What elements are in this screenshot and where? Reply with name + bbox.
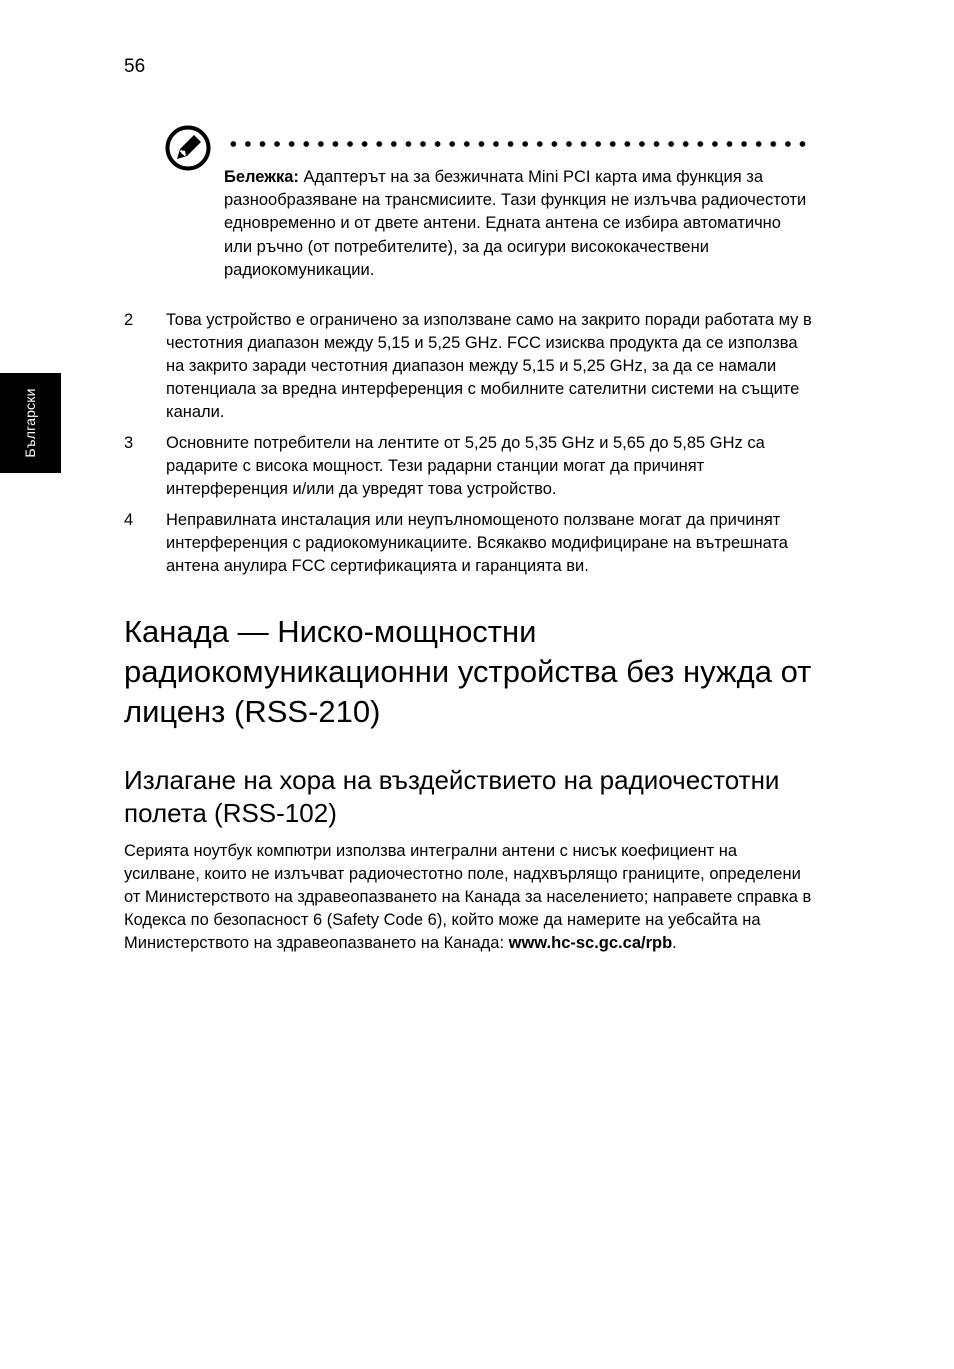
page-number: 56 xyxy=(124,56,146,77)
list-item-text: Неправилната инсталация или неупълномощеното ползване могат да причинят интерференция с радиокомуникациите. Всякакво модифициране на вътрешната антена анулира FCC сертификацията и гаранцията ви. xyxy=(166,511,788,575)
note-body xyxy=(224,166,808,282)
list-item-number: 4 xyxy=(124,511,134,529)
website-link[interactable]: www.hc-sc.gc.ca/rpb xyxy=(508,934,673,952)
numbered-list xyxy=(124,309,814,586)
section-heading: Канада — Ниско-мощностни радиокомуникационни устройства без нужда от лиценз (RSS-210) xyxy=(124,614,812,729)
list-item-text: Основните потребители на лентите от 5,25 до 5,35 GHz и 5,65 до 5,85 GHz са радарите с висока мощност. Тези радарни станции могат да причинят интерференция и/или да увредят това устройство. xyxy=(166,434,765,498)
paragraph-end: . xyxy=(672,934,677,952)
body-paragraph xyxy=(124,840,814,955)
side-tab-label: Български xyxy=(22,388,38,458)
list-item-number: 3 xyxy=(124,434,134,452)
note-pen-icon xyxy=(165,125,211,171)
list-item xyxy=(124,509,814,578)
list-item-text: Това устройство е ограничено за използване само на закрито поради работата му в честотния диапазон между 5,15 и 5,25 GHz. FCC изисква продукта да се използва на закрито заради честотния диапазон между 5,15 и 5,25 GHz, за да се намали потенциала за вредна интерференция с мобилните сателитни системи на същите канали. xyxy=(166,311,812,421)
note-text: Адаптерът на за безжичната Mini PCI карта има функция за разнообразяване на трансмисиите. Тази функция не излъчва радиочестоти едновременно и от двете антени. Едната антена се избира автоматично или ръчно (от потребителите), за да осигури висококачествени радиокомуникации. xyxy=(224,168,807,279)
list-item xyxy=(124,309,814,424)
paragraph-text: Серията ноутбук компютри използва интегрални антени с нисък коефициент на усилване, които не излъчват радиочестотно поле, надхвърлящо границите, определени от Министерството на здравеопазването на Канада за населението; направете справка в Кодекса по безопасност 6 (Safety Code 6), който може да намерите на уебсайта на Министерството на здравеопазването на Канада: xyxy=(124,842,812,952)
subsection-heading: Излагане на хора на въздействието на радиочестотни полета (RSS-102) xyxy=(124,765,780,828)
list-item xyxy=(124,432,814,501)
note-label: Бележка: xyxy=(224,168,299,186)
list-item-number: 2 xyxy=(124,311,134,329)
language-side-tab xyxy=(0,373,61,473)
note-divider xyxy=(226,141,810,147)
